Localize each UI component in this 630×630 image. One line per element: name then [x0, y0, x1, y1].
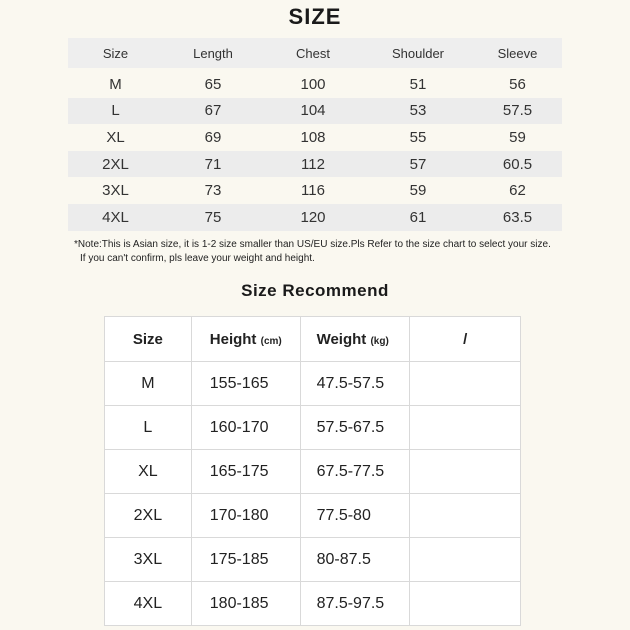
table-cell: 67.5-77.5 — [300, 450, 410, 494]
table-cell: 55 — [409, 128, 427, 146]
size-recommend-title: Size Recommend — [241, 281, 389, 300]
table-cell: 77.5-80 — [300, 494, 410, 538]
table-cell: 3XL — [102, 182, 129, 200]
table-cell: 60.5 — [502, 155, 533, 173]
table-cell: 53 — [409, 102, 427, 120]
table-cell — [410, 450, 521, 494]
table-row — [68, 204, 562, 231]
table-cell: M — [105, 362, 192, 406]
table-cell: 51 — [409, 75, 427, 93]
header-cell: Sleeve — [497, 45, 538, 61]
table-cell: M — [109, 75, 122, 93]
table-row — [105, 362, 521, 406]
size-chart-table — [68, 38, 562, 231]
table-cell: 2XL — [102, 155, 129, 173]
table-cell: 57 — [409, 155, 427, 173]
table-cell: XL — [106, 128, 125, 146]
size-note — [74, 238, 574, 266]
table-cell: 104 — [300, 102, 326, 120]
table-cell: 59 — [509, 128, 526, 146]
table-cell: 59 — [409, 182, 427, 200]
table-cell — [410, 582, 521, 626]
table-cell: 4XL — [102, 208, 129, 226]
header-cell: Size — [102, 45, 129, 61]
table-cell: 57.5 — [502, 102, 533, 120]
size-recommend-table — [104, 316, 521, 626]
table-row — [68, 71, 562, 98]
table-cell: 57.5-67.5 — [300, 406, 410, 450]
note-line-1: *Note:This is Asian size, it is 1-2 size smaller than US/EU size.Pls Refer to the size chart to select your size. — [74, 239, 551, 250]
weight-unit: (kg) — [370, 335, 389, 347]
recommend-header-row — [105, 317, 521, 362]
table-cell: 61 — [409, 208, 427, 226]
header-cell-size — [105, 317, 192, 362]
page-title: SIZE — [288, 4, 342, 29]
header-cell-extra — [410, 317, 521, 362]
table-cell: 108 — [300, 128, 326, 146]
table-cell: 155-165 — [191, 362, 300, 406]
table-cell: 112 — [301, 155, 325, 173]
table-row — [68, 177, 562, 204]
header-extra-label: / — [463, 330, 468, 348]
table-row — [68, 124, 562, 151]
table-cell: 175-185 — [191, 538, 300, 582]
table-cell: 2XL — [105, 494, 192, 538]
table-cell: 62 — [509, 182, 526, 200]
table-row — [105, 450, 521, 494]
table-cell: XL — [105, 450, 192, 494]
table-row — [68, 98, 562, 125]
header-height-label: Height — [209, 330, 257, 348]
size-chart-header — [68, 38, 562, 68]
table-row — [105, 538, 521, 582]
table-cell: 116 — [301, 182, 325, 200]
table-cell — [410, 362, 521, 406]
header-weight-label: Weight — [316, 330, 367, 348]
table-cell — [410, 406, 521, 450]
table-cell: 75 — [204, 208, 222, 226]
table-cell — [410, 494, 521, 538]
table-cell: 65 — [204, 75, 222, 93]
table-row — [68, 151, 562, 178]
table-cell: 165-175 — [191, 450, 300, 494]
table-cell: 4XL — [105, 582, 192, 626]
table-row — [105, 494, 521, 538]
header-cell: Length — [193, 45, 233, 61]
header-cell-height — [191, 317, 300, 362]
table-cell: 180-185 — [191, 582, 300, 626]
table-cell: 56 — [509, 75, 526, 93]
note-line-2: If you can't confirm, pls leave your weight and height. — [80, 253, 315, 264]
height-unit: (cm) — [260, 335, 282, 347]
table-cell: 67 — [204, 102, 222, 120]
header-cell-weight — [300, 317, 410, 362]
table-cell: 170-180 — [191, 494, 300, 538]
table-row — [105, 406, 521, 450]
table-cell: 71 — [204, 155, 222, 173]
header-cell: Chest — [296, 45, 330, 61]
table-cell: L — [105, 406, 192, 450]
header-cell: Shoulder — [391, 45, 445, 61]
table-cell: 80-87.5 — [300, 538, 410, 582]
table-cell: 87.5-97.5 — [300, 582, 410, 626]
table-cell: 63.5 — [502, 208, 533, 226]
table-cell — [410, 538, 521, 582]
table-cell: 160-170 — [191, 406, 300, 450]
table-cell: L — [111, 102, 120, 120]
table-cell: 3XL — [105, 538, 192, 582]
table-cell: 73 — [204, 182, 222, 200]
table-cell: 47.5-57.5 — [300, 362, 410, 406]
header-size-label: Size — [132, 330, 163, 348]
table-cell: 100 — [300, 75, 326, 93]
table-cell: 69 — [204, 128, 222, 146]
table-cell: 120 — [300, 208, 326, 226]
table-row — [105, 582, 521, 626]
